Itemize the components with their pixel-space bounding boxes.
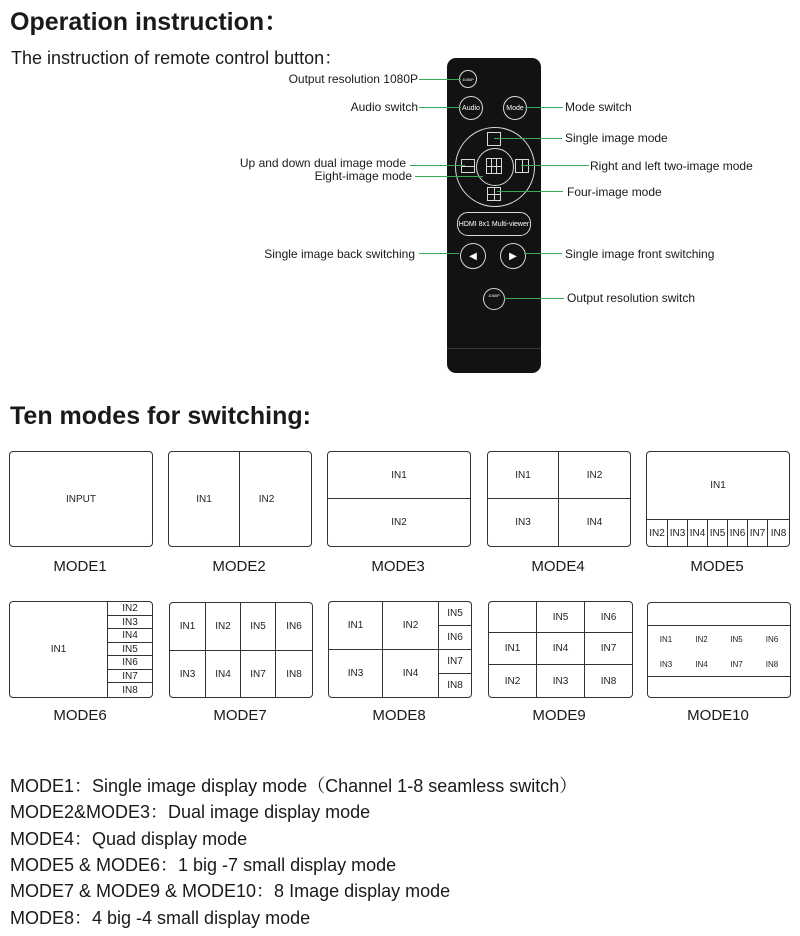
mode6-in5: IN5: [108, 643, 152, 656]
eight-image-icon: [486, 158, 502, 174]
output-resolution-button[interactable]: 1080P: [483, 288, 505, 310]
label-output-1080p: Output resolution 1080P: [288, 72, 418, 86]
mode1-diagram: [9, 451, 153, 547]
btn-1080p[interactable]: 1080P: [459, 70, 477, 88]
callout-line: [415, 176, 483, 177]
label-back-switching: Single image back switching: [264, 247, 415, 261]
mode7-in4: IN4: [206, 651, 241, 697]
mode9-caption: MODE9: [532, 707, 586, 724]
mode10-in8: IN8: [754, 652, 790, 677]
mode1-caption: MODE1: [53, 558, 107, 575]
mode9-in8: IN8: [600, 675, 617, 687]
mode9-diagram: [488, 601, 633, 698]
mode7-diagram: [169, 602, 313, 698]
mode9-in5: IN5: [537, 602, 585, 633]
hdmi-multiviewer-label: HDMI 8x1 Multi-viewer: [457, 212, 531, 236]
mode8-diagram: [328, 601, 472, 698]
mode2-diagram: [168, 451, 312, 547]
mode-description: MODE7 & MODE9 & MODE10：8 Image display mode: [10, 881, 451, 901]
up-down-dual-icon[interactable]: [461, 159, 475, 173]
mode3-in1: IN1: [328, 452, 470, 499]
label-audio-switch: Audio switch: [350, 100, 418, 114]
mode5-in4: IN4: [688, 520, 708, 546]
mode6-diagram: [9, 601, 153, 698]
label-front-switching: Single image front switching: [565, 247, 715, 261]
callout-line: [521, 165, 589, 166]
mode4-in2: IN2: [559, 452, 630, 499]
mode7-in2: IN2: [206, 603, 241, 651]
back-switch-button[interactable]: ◀: [460, 243, 486, 269]
btn-mode[interactable]: Mode: [503, 96, 527, 120]
mode9-in1: IN1: [489, 633, 537, 665]
remote-control: [447, 58, 541, 373]
four-image-icon[interactable]: [487, 187, 501, 201]
label-output-res-switch: Output resolution switch: [567, 291, 696, 305]
mode5-in5: IN5: [708, 520, 728, 546]
mode10-in6: IN6: [765, 634, 779, 644]
mode2-caption: MODE2: [212, 558, 266, 575]
mode9-in6: IN6: [585, 602, 632, 633]
mode8-in6: IN6: [439, 626, 471, 650]
mode4-in4: IN4: [586, 517, 603, 528]
mode-description: MODE2&MODE3：Dual image display mode: [10, 802, 371, 822]
mode10-in5: IN5: [730, 634, 743, 644]
mode-description: MODE8：4 big -4 small display mode: [10, 908, 311, 928]
mode9-in4: IN4: [537, 633, 585, 665]
callout-line: [410, 165, 465, 166]
mode10-in1: IN1: [659, 634, 673, 644]
callout-line: [524, 253, 562, 254]
label-right-left-two: Right and left two-image mode: [590, 159, 753, 173]
right-left-two-icon[interactable]: [515, 159, 529, 173]
page-title: Operation instruction：: [10, 8, 290, 36]
mode5-in8: IN8: [770, 527, 787, 539]
mode9-in3: IN3: [537, 665, 585, 697]
mode4-in3: IN3: [488, 499, 559, 546]
callout-line: [419, 79, 461, 80]
mode7-in6: IN6: [276, 603, 312, 651]
label-single-image-mode: Single image mode: [565, 131, 668, 145]
mode8-in2: IN2: [383, 602, 439, 650]
mode6-in3: IN3: [108, 616, 152, 629]
callout-line: [497, 191, 563, 192]
mode9-in2: IN2: [489, 665, 537, 697]
mode7-caption: MODE7: [213, 707, 267, 724]
mode5-in3: IN3: [668, 520, 688, 546]
mode5-in6: IN6: [728, 520, 748, 546]
mode5-in7: IN7: [748, 520, 768, 546]
mode10-in3: IN3: [648, 652, 684, 677]
remote-subtitle: The instruction of remote control button：: [11, 48, 343, 68]
mode7-in7: IN7: [241, 651, 276, 697]
mode-description: MODE5 & MODE6：1 big -7 small display mode: [10, 855, 397, 875]
mode10-top-band: [648, 603, 790, 626]
callout-line: [504, 298, 564, 299]
mode-description: MODE1：Single image display mode（Channel 1-8 seamless switch）: [10, 776, 578, 796]
mode6-caption: MODE6: [53, 707, 107, 724]
callout-line: [419, 107, 461, 108]
mode10-in4: IN4: [684, 652, 719, 677]
mode7-in5: IN5: [241, 603, 276, 651]
mode7-in1: IN1: [170, 603, 206, 651]
remote-bottom-band: [447, 348, 541, 373]
mode3-in2: IN2: [391, 517, 407, 528]
mode10-caption: MODE10: [687, 707, 749, 724]
mode8-in1: IN1: [329, 602, 383, 650]
mode2-in1: IN1: [169, 452, 240, 546]
mode4-diagram: [487, 451, 631, 547]
mode6-in6: IN6: [108, 656, 152, 670]
mode8-in8: IN8: [447, 680, 463, 691]
mode3-caption: MODE3: [371, 558, 425, 575]
mode4-in1: IN1: [488, 452, 559, 499]
mode8-in7: IN7: [439, 650, 471, 674]
mode5-diagram: [646, 451, 790, 547]
mode6-in8: IN8: [122, 684, 138, 696]
mode3-diagram: [327, 451, 471, 547]
btn-audio[interactable]: Audio: [459, 96, 483, 120]
mode8-in5: IN5: [439, 602, 471, 626]
mode8-in4: IN4: [383, 650, 439, 697]
mode7-in8: IN8: [286, 668, 302, 680]
mode9-in7: IN7: [585, 633, 632, 665]
mode5-in1: IN1: [647, 452, 789, 520]
mode6-in7: IN7: [108, 670, 152, 683]
mode2-in2: IN2: [258, 493, 275, 505]
mode6-in4: IN4: [108, 629, 152, 643]
label-four-image: Four-image mode: [567, 185, 662, 199]
label-mode-switch: Mode switch: [565, 100, 632, 114]
mode10-diagram: [647, 602, 791, 698]
mode5-in2: IN2: [647, 520, 668, 546]
mode-description: MODE4：Quad display mode: [10, 829, 248, 849]
mode4-caption: MODE4: [531, 558, 585, 575]
mode9-empty: [489, 602, 537, 633]
mode6-in2: IN2: [108, 602, 152, 616]
front-switch-button[interactable]: ▶: [500, 243, 526, 269]
mode10-in7: IN7: [719, 652, 754, 677]
mode5-caption: MODE5: [690, 558, 744, 575]
modes-title: Ten modes for switching:: [10, 402, 311, 430]
single-image-icon[interactable]: [487, 132, 501, 146]
mode1-input: INPUT: [66, 493, 96, 505]
label-eight-image: Eight-image mode: [314, 169, 412, 183]
mode8-in3: IN3: [329, 650, 383, 697]
callout-line: [494, 138, 562, 139]
mode7-in3: IN3: [170, 651, 206, 697]
mode8-caption: MODE8: [372, 707, 426, 724]
label-up-down-dual: Up and down dual image mode: [239, 156, 406, 170]
mode10-in2: IN2: [695, 634, 708, 644]
mode6-in1: IN1: [10, 602, 108, 697]
callout-line: [525, 107, 563, 108]
callout-line: [419, 253, 459, 254]
